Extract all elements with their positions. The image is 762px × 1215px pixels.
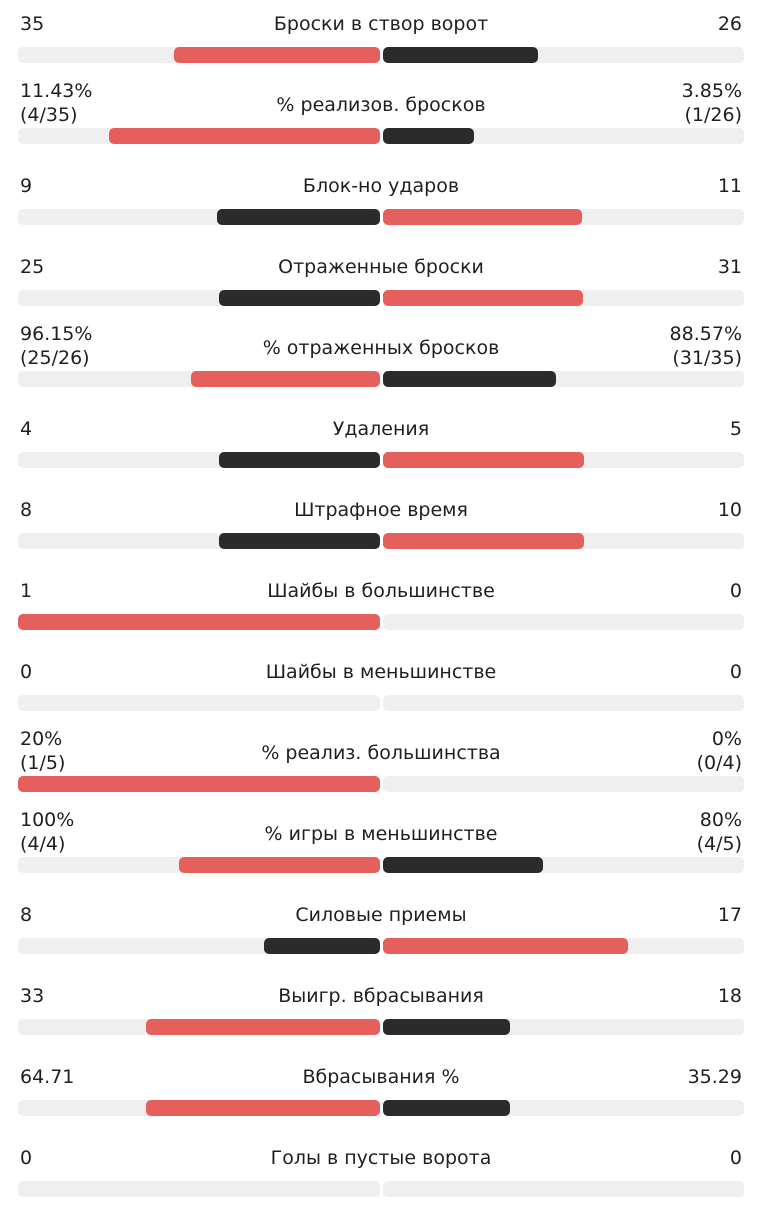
right-bar-track: [383, 533, 744, 549]
left-team-value: [20, 579, 32, 603]
stat-label: % игры в меньшинстве: [264, 823, 498, 845]
right-bar-fill: [383, 128, 474, 144]
right-team-value-detail: (31/35): [672, 347, 742, 369]
right-team-value-main: 26: [717, 13, 742, 35]
right-bar-track: [383, 857, 744, 873]
right-bar-fill: [383, 857, 543, 873]
right-bar-fill: [383, 371, 556, 387]
left-team-value: [20, 660, 32, 684]
left-bar-fill: [219, 290, 380, 306]
left-team-value: [20, 1146, 32, 1170]
stat-label: Голы в пустые ворота: [270, 1147, 492, 1169]
right-bar-track: [383, 452, 744, 468]
right-team-value-detail: (1/26): [684, 104, 742, 126]
left-team-value-main: 100%: [20, 809, 75, 831]
stat-row: [0, 567, 762, 648]
stat-label: Силовые приемы: [295, 904, 467, 926]
left-team-value-main: 96.15%: [20, 323, 93, 345]
stat-label: Отраженные броски: [278, 256, 484, 278]
stat-row: [0, 405, 762, 486]
right-team-value-main: 11: [717, 175, 742, 197]
left-team-value: [20, 808, 74, 856]
right-team-value-main: 31: [717, 256, 742, 278]
left-team-value-main: 33: [20, 985, 45, 1007]
right-team-value-main: 17: [717, 904, 742, 926]
left-team-value: [20, 322, 92, 370]
right-team-value-main: 5: [729, 418, 742, 440]
right-bar-track: [383, 695, 744, 711]
right-bar-track: [383, 1181, 744, 1197]
right-bar-fill: [383, 1100, 510, 1116]
right-team-value-main: 0%: [711, 728, 742, 750]
right-team-value-main: 18: [717, 985, 742, 1007]
right-bar-track: [383, 938, 744, 954]
right-team-value-detail: (4/5): [696, 833, 742, 855]
stat-row: [0, 243, 762, 324]
right-team-value-main: 0: [729, 1147, 742, 1169]
left-bar-fill: [18, 776, 380, 792]
left-team-value-detail: (4/4): [20, 833, 66, 855]
left-team-value-main: 64.71: [20, 1066, 75, 1088]
stat-row: [0, 648, 762, 729]
stat-label: Штрафное время: [294, 499, 468, 521]
right-team-value-main: 35.29: [687, 1066, 742, 1088]
stat-row: [0, 1053, 762, 1134]
left-team-value-main: 1: [20, 580, 33, 602]
stat-label: Шайбы в большинстве: [267, 580, 495, 602]
left-team-value-main: 8: [20, 904, 33, 926]
left-team-value-main: 11.43%: [20, 80, 93, 102]
right-team-value-detail: (0/4): [696, 752, 742, 774]
stat-label: Броски в створ ворот: [273, 13, 489, 35]
stat-label: Вбрасывания %: [302, 1066, 460, 1088]
left-bar-track: [18, 371, 380, 387]
left-bar-track: [18, 47, 380, 63]
stat-row: [0, 729, 762, 810]
left-team-value-main: 4: [20, 418, 33, 440]
right-bar-fill: [383, 533, 584, 549]
right-team-value: [730, 1146, 742, 1170]
left-team-value-detail: (25/26): [20, 347, 90, 369]
stat-label: % реализ. большинства: [261, 742, 501, 764]
left-team-value: [20, 984, 44, 1008]
right-team-value: [697, 808, 742, 856]
left-bar-fill: [219, 533, 380, 549]
left-bar-track: [18, 614, 380, 630]
left-bar-fill: [219, 452, 380, 468]
left-bar-track: [18, 209, 380, 225]
left-team-value: [20, 903, 32, 927]
right-bar-track: [383, 1019, 744, 1035]
left-bar-track: [18, 776, 380, 792]
right-team-value: [718, 903, 742, 927]
left-bar-track: [18, 452, 380, 468]
right-team-value: [697, 727, 742, 775]
stat-row: [0, 324, 762, 405]
right-bar-fill: [383, 209, 582, 225]
left-team-value-main: 0: [20, 1147, 33, 1169]
left-bar-track: [18, 1181, 380, 1197]
stat-label: Блок-но ударов: [302, 175, 460, 197]
left-team-value-main: 0: [20, 661, 33, 683]
right-bar-track: [383, 371, 744, 387]
left-bar-track: [18, 128, 380, 144]
left-team-value: [20, 498, 32, 522]
right-team-value: [718, 498, 742, 522]
right-team-value-main: 0: [729, 580, 742, 602]
right-bar-fill: [383, 290, 583, 306]
left-bar-track: [18, 1019, 380, 1035]
right-team-value: [730, 417, 742, 441]
right-team-value: [718, 12, 742, 36]
right-team-value-main: 0: [729, 661, 742, 683]
right-bar-fill: [383, 452, 584, 468]
left-bar-fill: [264, 938, 380, 954]
right-team-value-main: 88.57%: [669, 323, 742, 345]
left-team-value-detail: (1/5): [20, 752, 66, 774]
left-bar-track: [18, 857, 380, 873]
left-bar-fill: [146, 1100, 380, 1116]
left-bar-fill: [109, 128, 380, 144]
right-bar-track: [383, 776, 744, 792]
stat-row: [0, 891, 762, 972]
left-bar-track: [18, 695, 380, 711]
right-bar-fill: [383, 47, 538, 63]
stat-row: [0, 486, 762, 567]
right-team-value-main: 10: [717, 499, 742, 521]
stat-row: [0, 1134, 762, 1215]
right-bar-track: [383, 128, 744, 144]
right-team-value: [730, 660, 742, 684]
stat-row: [0, 0, 762, 81]
right-bar-fill: [383, 1019, 510, 1035]
left-team-value: [20, 417, 32, 441]
left-bar-track: [18, 1100, 380, 1116]
left-bar-fill: [146, 1019, 380, 1035]
left-bar-fill: [179, 857, 380, 873]
left-team-value-main: 8: [20, 499, 33, 521]
right-bar-track: [383, 290, 744, 306]
stat-row: [0, 162, 762, 243]
left-bar-track: [18, 290, 380, 306]
right-team-value: [718, 984, 742, 1008]
left-team-value: [20, 79, 92, 127]
left-team-value: [20, 174, 32, 198]
right-team-value: [718, 174, 742, 198]
stat-label: % реализов. бросков: [276, 94, 486, 116]
stat-label: % отраженных бросков: [262, 337, 500, 359]
left-bar-track: [18, 938, 380, 954]
stat-row: [0, 810, 762, 891]
right-bar-track: [383, 209, 744, 225]
stat-row: [0, 972, 762, 1053]
left-team-value-main: 9: [20, 175, 33, 197]
left-team-value: [20, 727, 65, 775]
stat-label: Выигр. вбрасывания: [278, 985, 484, 1007]
left-bar-track: [18, 533, 380, 549]
right-team-value: [730, 579, 742, 603]
left-team-value-detail: (4/35): [20, 104, 78, 126]
right-bar-fill: [383, 938, 628, 954]
right-bar-track: [383, 1100, 744, 1116]
right-team-value: [688, 1065, 742, 1089]
left-team-value: [20, 1065, 74, 1089]
right-team-value: [670, 322, 742, 370]
right-team-value-main: 80%: [699, 809, 742, 831]
stat-label: Шайбы в меньшинстве: [265, 661, 497, 683]
left-team-value-main: 35: [20, 13, 45, 35]
right-team-value-main: 3.85%: [681, 80, 742, 102]
left-bar-fill: [191, 371, 380, 387]
left-bar-fill: [217, 209, 380, 225]
left-bar-fill: [18, 614, 380, 630]
right-bar-track: [383, 47, 744, 63]
right-bar-track: [383, 614, 744, 630]
left-team-value-main: 25: [20, 256, 45, 278]
left-team-value-main: 20%: [20, 728, 63, 750]
stat-label: Удаления: [332, 418, 430, 440]
left-team-value: [20, 12, 44, 36]
left-bar-fill: [174, 47, 380, 63]
stat-row: [0, 81, 762, 162]
left-team-value: [20, 255, 44, 279]
right-team-value: [718, 255, 742, 279]
right-team-value: [682, 79, 742, 127]
